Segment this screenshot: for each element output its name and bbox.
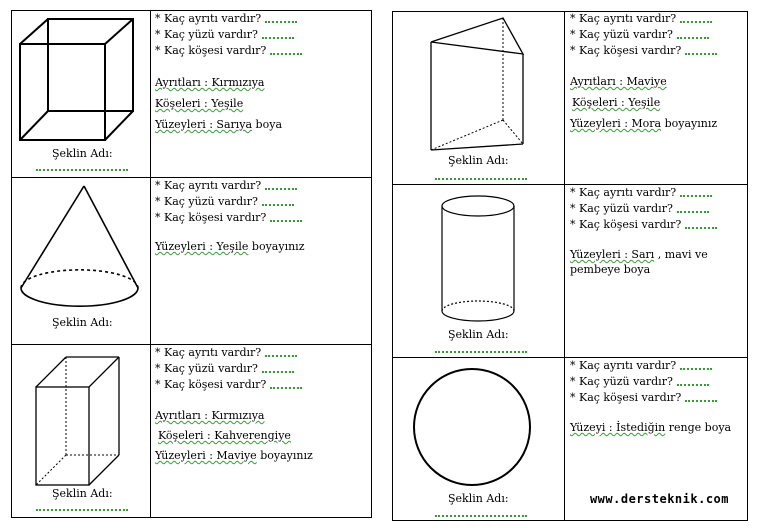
shape-cell [12, 178, 151, 344]
question-edges: * Kaç ayrıtı vardır? [570, 358, 731, 374]
answer-dots[interactable] [680, 18, 712, 23]
shape-name-answer-line[interactable] [435, 351, 527, 353]
answer-dots[interactable] [677, 208, 709, 213]
question-edges: * Kaç ayrıtı vardır? [155, 345, 313, 361]
shape-name-answer-line[interactable] [36, 169, 128, 171]
answer-dots[interactable] [685, 224, 717, 229]
question-faces: * Kaç yüzü vardır? [155, 361, 313, 377]
question-block [155, 178, 305, 255]
left-worksheet-table [11, 10, 372, 518]
question-edges: * Kaç ayrıtı vardır? [570, 185, 720, 201]
website-watermark: www.dersteknik.com [589, 492, 729, 506]
worksheet-row-triangular-prism [393, 12, 747, 184]
question-block [155, 345, 313, 464]
question-faces: * Kaç yüzü vardır? [155, 194, 305, 210]
question-vertices: * Kaç köşesi vardır? [155, 210, 305, 226]
question-block [570, 358, 731, 436]
answer-dots[interactable] [677, 34, 709, 39]
instruction-line: Yüzeyleri : Sarı , mavi ve pembeye boya [570, 248, 708, 276]
question-faces: * Kaç yüzü vardır? [570, 27, 717, 43]
shape-cell [12, 11, 151, 177]
shape-name-answer-line[interactable] [36, 509, 128, 511]
question-faces: * Kaç yüzü vardır? [570, 201, 720, 217]
answer-dots[interactable] [677, 381, 709, 386]
shape-cell [12, 345, 151, 517]
shape-name-label: Şeklin Adı: [448, 328, 509, 341]
question-edges: * Kaç ayrıtı vardır? [155, 11, 302, 27]
question-vertices: * Kaç köşesi vardır? [155, 377, 313, 393]
worksheet-row-circle [393, 357, 747, 520]
instruction-line: Yüzeyleri : Sarıya boya [155, 118, 282, 131]
right-worksheet-table [392, 11, 748, 521]
shape-name-label: Şeklin Adı: [52, 487, 113, 500]
question-faces: * Kaç yüzü vardır? [570, 374, 731, 390]
instruction-line: Ayrıtları : Kırmızıya [155, 409, 265, 422]
instruction-line: Köşeleri : Yeşile [572, 96, 661, 109]
instruction-line: Yüzeyleri : Mora boyayınız [570, 117, 718, 130]
instruction-line: Ayrıtları : Maviye [570, 75, 667, 88]
answer-dots[interactable] [270, 50, 302, 55]
worksheet-row-cylinder [393, 184, 747, 357]
question-vertices: * Kaç köşesi vardır? [570, 217, 720, 233]
answer-dots[interactable] [270, 217, 302, 222]
question-block [155, 11, 302, 133]
question-edges: * Kaç ayrıtı vardır? [570, 11, 717, 27]
question-block [570, 11, 717, 132]
shape-name-label: Şeklin Adı: [448, 154, 509, 167]
question-vertices: * Kaç köşesi vardır? [570, 390, 731, 406]
instruction-line: Köşeleri : Kahverengiye [158, 429, 291, 442]
answer-dots[interactable] [680, 192, 712, 197]
answer-dots[interactable] [262, 34, 294, 39]
question-block [570, 185, 720, 277]
instruction-line: Yüzeyleri : Yeşile boyayınız [155, 240, 305, 253]
question-vertices: * Kaç köşesi vardır? [155, 43, 302, 59]
instruction-line: Yüzeyi : İstediğin renge boya [570, 421, 732, 434]
shape-name-label: Şeklin Adı: [448, 492, 509, 505]
shape-cell [393, 12, 565, 184]
instruction-line: Ayrıtları : Kırmızıya [155, 76, 265, 89]
worksheet-row-cube [12, 11, 371, 177]
instruction-line: Yüzeyleri : Maviye boyayınız [155, 449, 313, 462]
answer-dots[interactable] [680, 365, 712, 370]
shape-name-answer-line[interactable] [435, 515, 527, 517]
shape-name-label: Şeklin Adı: [52, 147, 113, 160]
question-faces: * Kaç yüzü vardır? [155, 27, 302, 43]
shape-name-answer-line[interactable] [435, 178, 527, 180]
shape-cell [393, 358, 565, 520]
answer-dots[interactable] [685, 397, 717, 402]
answer-dots[interactable] [265, 185, 297, 190]
question-vertices: * Kaç köşesi vardır? [570, 43, 717, 59]
answer-dots[interactable] [262, 368, 294, 373]
answer-dots[interactable] [262, 201, 294, 206]
answer-dots[interactable] [685, 50, 717, 55]
worksheet-row-rectangular-prism [12, 344, 371, 517]
answer-dots[interactable] [270, 384, 302, 389]
question-edges: * Kaç ayrıtı vardır? [155, 178, 305, 194]
worksheet-row-cone [12, 177, 371, 344]
answer-dots[interactable] [265, 352, 297, 357]
answer-dots[interactable] [265, 18, 297, 23]
shape-name-label: Şeklin Adı: [52, 316, 113, 329]
shape-cell [393, 185, 565, 357]
instruction-line: Köşeleri : Yeşile [155, 97, 244, 110]
